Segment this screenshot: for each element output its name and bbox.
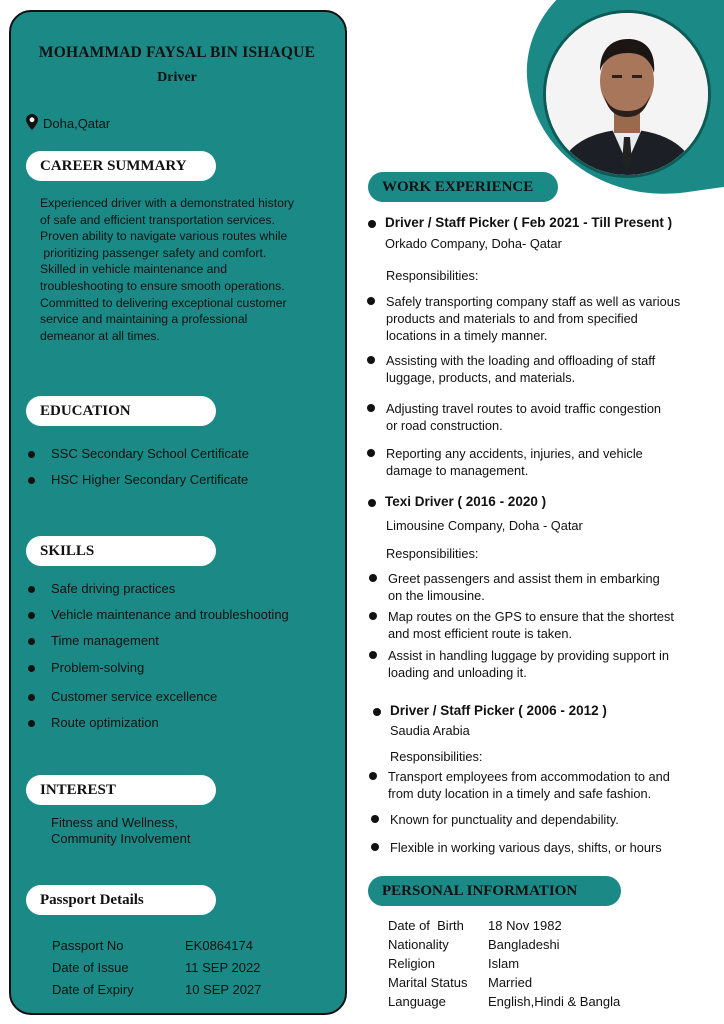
responsibilities-label: Responsibilities: bbox=[386, 546, 479, 561]
responsibility-line: Safely transporting company staff as well as various bbox=[386, 294, 681, 309]
responsibility-item bbox=[367, 445, 643, 479]
responsibility-line: Adjusting travel routes to avoid traffic congestion bbox=[386, 401, 662, 416]
expiry-date-value: 10 SEP 2027 bbox=[185, 981, 262, 997]
responsibility-item bbox=[369, 647, 669, 681]
responsibility-line: on the limousine. bbox=[388, 588, 485, 603]
info-row bbox=[388, 916, 620, 935]
profile-photo bbox=[543, 10, 711, 178]
language-value: English,Hindi & Bangla bbox=[488, 994, 621, 1009]
list-item: Customer service excellence bbox=[26, 689, 289, 715]
responsibility-line: Flexible in working various days, shifts, or hours bbox=[390, 840, 662, 855]
list-item: Safe driving practices bbox=[26, 581, 289, 607]
responsibility-line: Map routes on the GPS to ensure that the shortest bbox=[388, 609, 674, 624]
responsibility-item bbox=[371, 811, 619, 828]
list-item: Route optimization bbox=[26, 715, 289, 741]
interest-line: Community Involvement bbox=[51, 831, 191, 846]
passport-row bbox=[52, 978, 261, 1000]
responsibility-line: Greet passengers and assist them in embarking bbox=[388, 571, 660, 586]
responsibility-line: Assisting with the loading and offloading of staff bbox=[386, 353, 656, 368]
person-role: Driver bbox=[157, 70, 197, 85]
passport-row bbox=[52, 934, 261, 956]
job-title: Driver / Staff Picker ( Feb 2021 - Till Present ) bbox=[368, 215, 718, 230]
person-name: MOHAMMAD FAYSAL BIN ISHAQUE bbox=[38, 44, 316, 61]
map-pin-icon bbox=[26, 114, 38, 133]
nationality-value: Bangladeshi bbox=[488, 937, 560, 952]
job-entry bbox=[368, 494, 718, 509]
passport-no-value: EK0864174 bbox=[185, 937, 253, 953]
issue-date-value: 11 SEP 2022 bbox=[185, 959, 261, 975]
summary-line: of safe and efficient transportation services. bbox=[40, 212, 275, 227]
responsibility-item bbox=[367, 352, 655, 386]
responsibility-line: products and materials to and from specified bbox=[386, 311, 638, 326]
responsibility-line: locations in a timely manner. bbox=[386, 328, 548, 343]
job-title: Texi Driver ( 2016 - 2020 ) bbox=[368, 494, 718, 509]
career-summary-text bbox=[40, 195, 340, 344]
location bbox=[26, 114, 110, 133]
list-item: Time management bbox=[26, 633, 289, 660]
responsibilities-label: Responsibilities: bbox=[386, 268, 479, 283]
skills-heading: SKILLS bbox=[26, 536, 216, 566]
skills-list bbox=[26, 581, 289, 741]
personal-information bbox=[388, 916, 620, 1011]
info-row bbox=[388, 992, 620, 1011]
expiry-date-label: Date of Expiry bbox=[52, 981, 134, 997]
responsibility-line: damage to management. bbox=[386, 463, 529, 478]
summary-line: Skilled in vehicle maintenance and bbox=[40, 262, 227, 277]
summary-line: Proven ability to navigate various routes while bbox=[40, 229, 288, 244]
passport-details bbox=[52, 934, 261, 1000]
info-row bbox=[388, 954, 620, 973]
job-entry bbox=[368, 215, 718, 230]
religion-value: Islam bbox=[488, 956, 520, 971]
list-item: Vehicle maintenance and troubleshooting bbox=[26, 607, 289, 633]
summary-line: demeanor at all times. bbox=[40, 328, 160, 343]
education-list bbox=[26, 446, 249, 498]
dob-value: 18 Nov 1982 bbox=[488, 918, 562, 933]
responsibility-line: loading and unloading it. bbox=[388, 665, 527, 680]
summary-line: troubleshooting to ensure smooth operations. bbox=[40, 278, 285, 293]
language-label: Language bbox=[388, 994, 446, 1009]
passport-row bbox=[52, 956, 261, 978]
job-company: Saudia Arabia bbox=[390, 723, 470, 738]
responsibility-item bbox=[369, 608, 674, 642]
marital-status-value: Married bbox=[488, 975, 533, 990]
interest-text bbox=[51, 815, 190, 847]
education-heading: EDUCATION bbox=[26, 396, 216, 426]
job-entry bbox=[373, 703, 718, 718]
nationality-label: Nationality bbox=[388, 937, 449, 952]
job-company: Limousine Company, Doha - Qatar bbox=[386, 518, 583, 533]
summary-line: service and maintaining a professional bbox=[40, 312, 248, 327]
responsibility-line: or road construction. bbox=[386, 418, 503, 433]
responsibilities-label: Responsibilities: bbox=[390, 749, 483, 764]
info-row bbox=[388, 935, 620, 954]
info-row bbox=[388, 973, 620, 992]
interest-heading: INTEREST bbox=[26, 775, 216, 805]
marital-status-label: Marital Status bbox=[388, 975, 468, 990]
responsibility-line: Known for punctuality and dependability. bbox=[390, 812, 619, 827]
interest-line: Fitness and Wellness, bbox=[51, 815, 178, 830]
responsibility-line: luggage, products, and materials. bbox=[386, 370, 576, 385]
career-summary-heading: CAREER SUMMARY bbox=[26, 151, 216, 181]
personal-information-heading: PERSONAL INFORMATION bbox=[368, 876, 621, 906]
passport-no-label: Passport No bbox=[52, 937, 124, 953]
dob-label: Date of Birth bbox=[388, 918, 464, 933]
person-avatar-icon bbox=[546, 13, 708, 175]
list-item: HSC Higher Secondary Certificate bbox=[26, 472, 249, 498]
work-experience-heading: WORK EXPERIENCE bbox=[368, 172, 558, 202]
list-item: SSC Secondary School Certificate bbox=[26, 446, 249, 472]
responsibility-line: Reporting any accidents, injuries, and vehicle bbox=[386, 446, 643, 461]
religion-label: Religion bbox=[388, 956, 435, 971]
responsibility-line: Transport employees from accommodation to and bbox=[388, 769, 670, 784]
job-title: Driver / Staff Picker ( 2006 - 2012 ) bbox=[373, 703, 718, 718]
location-text: Doha,Qatar bbox=[43, 116, 111, 131]
responsibility-item bbox=[367, 400, 661, 434]
responsibility-line: and most efficient route is taken. bbox=[388, 626, 572, 641]
responsibility-item bbox=[369, 570, 660, 604]
job-company: Orkado Company, Doha- Qatar bbox=[385, 236, 562, 251]
responsibility-item bbox=[367, 293, 680, 344]
list-item: Problem-solving bbox=[26, 660, 289, 689]
summary-line: Committed to delivering exceptional customer bbox=[40, 295, 287, 310]
summary-line: Experienced driver with a demonstrated history bbox=[40, 196, 295, 210]
responsibility-item bbox=[369, 768, 670, 802]
issue-date-label: Date of Issue bbox=[52, 959, 129, 975]
responsibility-line: Assist in handling luggage by providing support in bbox=[388, 648, 670, 663]
responsibility-item bbox=[371, 839, 662, 856]
passport-heading: Passport Details bbox=[26, 885, 216, 915]
summary-line: prioritizing passenger safety and comfort. bbox=[40, 245, 267, 260]
responsibility-line: from duty location in a timely and safe fashion. bbox=[388, 786, 652, 801]
